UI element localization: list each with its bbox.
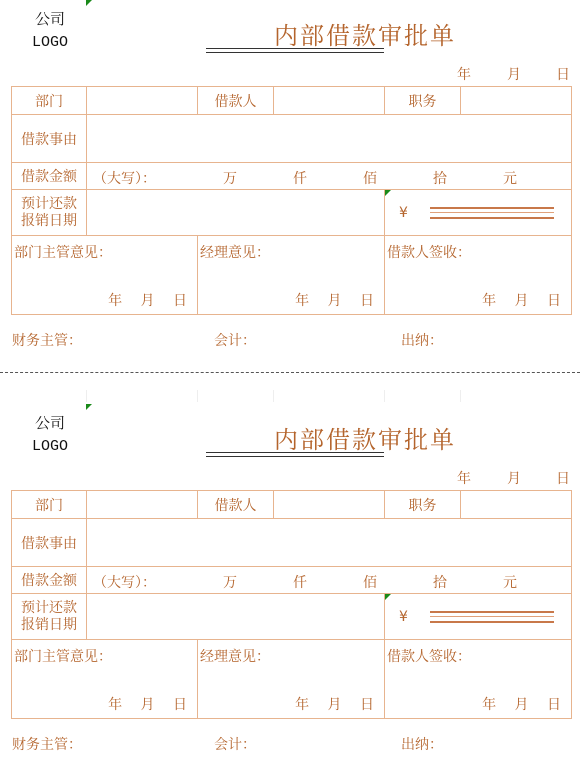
row-repay-date (12, 594, 572, 640)
borrower-sign-label: 借款人签收： (387, 245, 471, 261)
company-logo: 公司 LOGO (31, 12, 68, 51)
borrower-label: 借款人 (198, 87, 274, 115)
borrower-sign-label: 借款人签收： (387, 649, 471, 665)
grid-line (460, 390, 461, 402)
borrower-label: 借款人 (198, 491, 274, 519)
approval-table (11, 86, 572, 315)
borrower-sign-date: 年 月 日 (482, 293, 561, 309)
unit-yuan: 元 (503, 575, 517, 591)
borrower-sign-date: 年 月 日 (482, 697, 561, 713)
amount-figure-field[interactable] (385, 594, 572, 640)
unit-yuan: 元 (503, 171, 517, 187)
approval-table (11, 490, 572, 719)
row-basic-info (12, 87, 572, 115)
cell-marker (86, 0, 92, 6)
title-underline (206, 452, 384, 457)
capital-label: （大写）： (93, 171, 156, 187)
reason-label: 借款事由 (12, 115, 87, 163)
borrower-sign-cell[interactable] (385, 640, 572, 719)
row-reason (12, 115, 572, 163)
dept-opinion-label: 部门主管意见： (14, 649, 112, 665)
row-amount (12, 163, 572, 190)
date-month: 月 (507, 471, 521, 487)
finance-supervisor-label: 财务主管： (12, 737, 82, 753)
department-label: 部门 (12, 491, 87, 519)
dept-opinion-cell[interactable] (12, 640, 198, 719)
row-opinions (12, 640, 572, 719)
manager-opinion-label: 经理意见： (200, 245, 270, 261)
row-reason (12, 519, 572, 567)
dept-opinion-date: 年 月 日 (108, 293, 187, 309)
amount-field[interactable] (87, 567, 572, 594)
date-year: 年 (457, 67, 471, 83)
cell-marker (385, 594, 391, 600)
dept-opinion-date: 年 月 日 (108, 697, 187, 713)
date-day: 日 (556, 67, 570, 83)
manager-opinion-date: 年 月 日 (295, 697, 374, 713)
accountant-label: 会计： (214, 737, 256, 753)
finance-supervisor-label: 财务主管： (12, 333, 82, 349)
company-logo: 公司 LOGO (31, 416, 68, 455)
borrower-sign-cell[interactable] (385, 236, 572, 315)
date-month: 月 (507, 67, 521, 83)
dept-opinion-cell[interactable] (12, 236, 198, 315)
unit-bai: 佰 (363, 171, 377, 187)
cashier-label: 出纳： (401, 333, 443, 349)
row-basic-info (12, 491, 572, 519)
position-field[interactable] (461, 87, 572, 115)
date-day: 日 (556, 471, 570, 487)
grid-line (197, 390, 198, 402)
form-title: 内部借款审批单 (274, 426, 456, 454)
row-amount (12, 567, 572, 594)
unit-shi: 拾 (433, 171, 447, 187)
cell-marker (385, 190, 391, 196)
unit-qian: 仟 (293, 575, 307, 591)
title-underline (206, 48, 384, 53)
amount-figure-field[interactable] (385, 190, 572, 236)
manager-opinion-cell[interactable] (198, 640, 385, 719)
department-field[interactable] (87, 491, 198, 519)
accountant-label: 会计： (214, 333, 256, 349)
reason-field[interactable] (87, 115, 572, 163)
dept-opinion-label: 部门主管意见： (14, 245, 112, 261)
manager-opinion-cell[interactable] (198, 236, 385, 315)
department-field[interactable] (87, 87, 198, 115)
position-label: 职务 (385, 491, 461, 519)
grid-line (384, 390, 385, 402)
repay-date-field[interactable] (87, 190, 385, 236)
repay-date-field[interactable] (87, 594, 385, 640)
position-field[interactable] (461, 491, 572, 519)
capital-label: （大写）： (93, 575, 156, 591)
grid-line (86, 390, 87, 402)
unit-shi: 拾 (433, 575, 447, 591)
borrower-field[interactable] (274, 87, 385, 115)
loan-form-2 (0, 404, 580, 784)
cut-line (0, 372, 580, 373)
position-label: 职务 (385, 87, 461, 115)
reason-label: 借款事由 (12, 519, 87, 567)
cell-marker (86, 404, 92, 410)
borrower-field[interactable] (274, 491, 385, 519)
unit-qian: 仟 (293, 171, 307, 187)
cashier-label: 出纳： (401, 737, 443, 753)
reason-field[interactable] (87, 519, 572, 567)
row-repay-date (12, 190, 572, 236)
unit-wan: 万 (223, 575, 237, 591)
amount-figure-lines (430, 207, 554, 219)
date-year: 年 (457, 471, 471, 487)
amount-label: 借款金额 (12, 163, 87, 190)
manager-opinion-date: 年 月 日 (295, 293, 374, 309)
amount-figure-lines (430, 611, 554, 623)
form-title: 内部借款审批单 (274, 22, 456, 50)
department-label: 部门 (12, 87, 87, 115)
amount-label: 借款金额 (12, 567, 87, 594)
repay-date-label: 预计还款 报销日期 (12, 190, 87, 236)
grid-line (273, 390, 274, 402)
yen-symbol: ¥ (399, 608, 408, 625)
unit-bai: 佰 (363, 575, 377, 591)
repay-date-label: 预计还款 报销日期 (12, 594, 87, 640)
manager-opinion-label: 经理意见： (200, 649, 270, 665)
row-opinions (12, 236, 572, 315)
amount-field[interactable] (87, 163, 572, 190)
unit-wan: 万 (223, 171, 237, 187)
loan-form-1 (0, 0, 580, 380)
yen-symbol: ¥ (399, 204, 408, 221)
